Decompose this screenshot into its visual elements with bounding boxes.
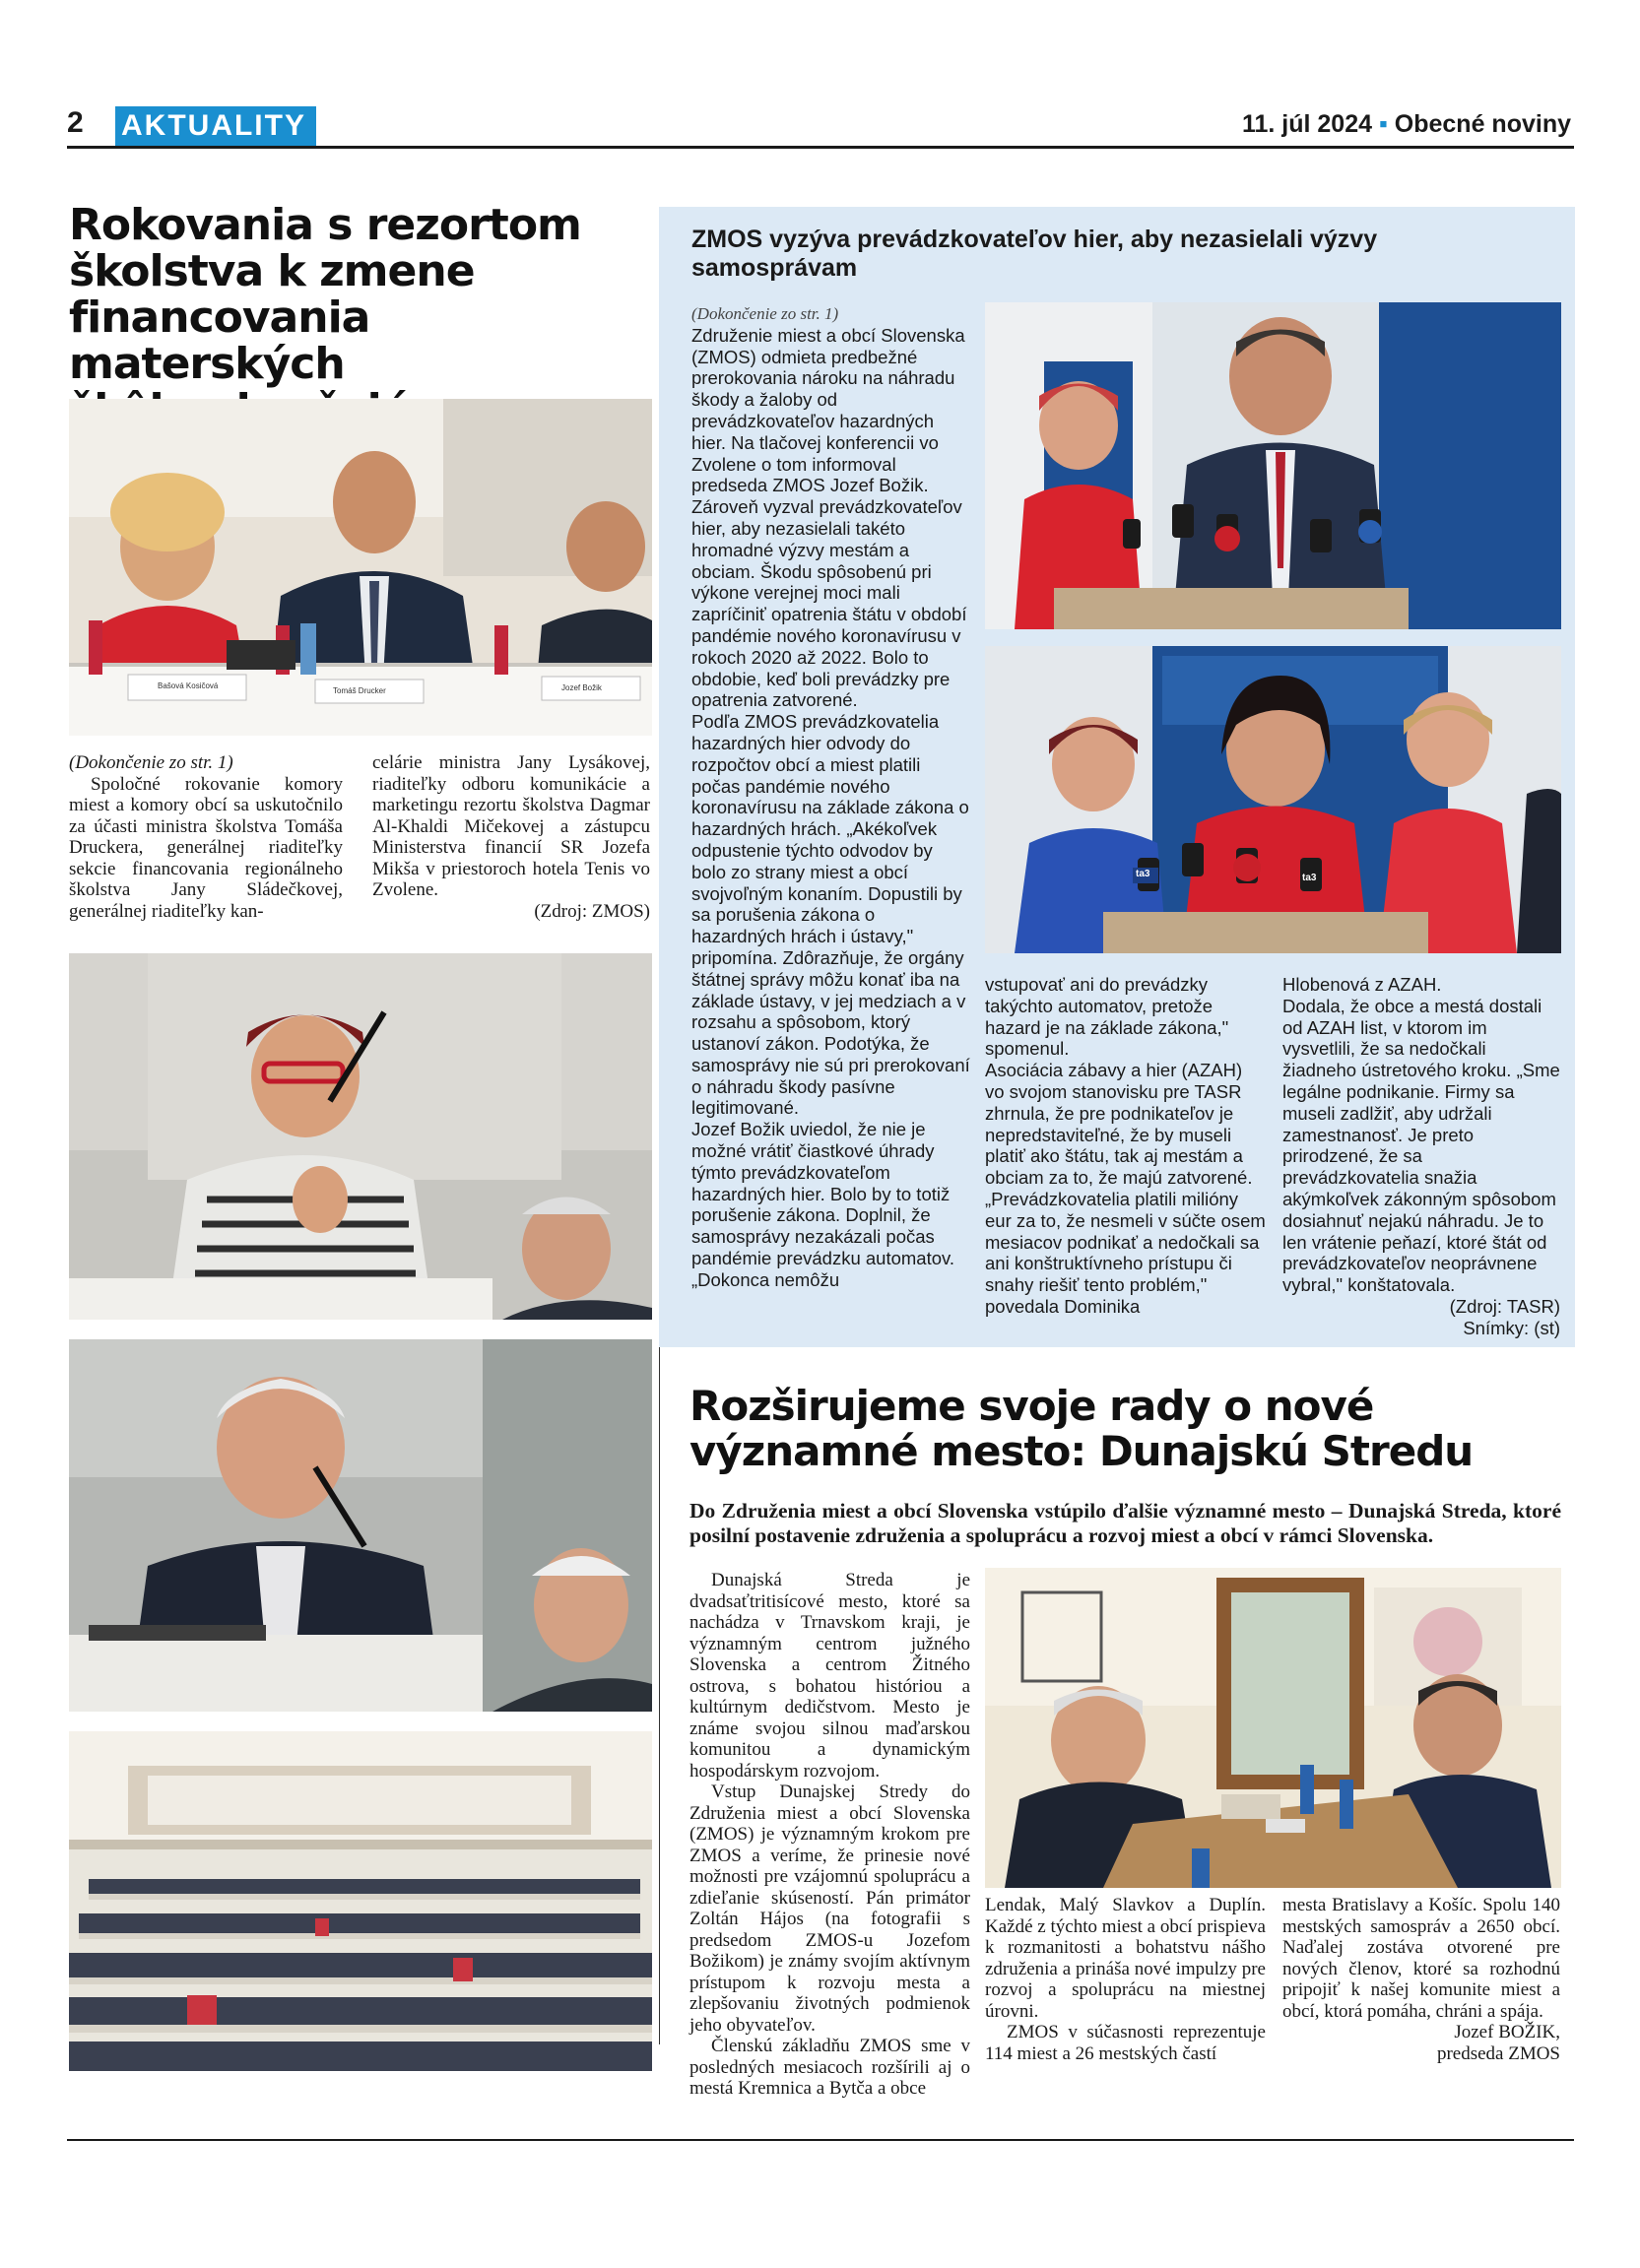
- article2-column-1: [691, 303, 970, 1291]
- publication-name: Obecné noviny: [1394, 110, 1571, 138]
- body-paragraph: celárie ministra Jany Lysákovej, riaditeľky odboru komunikácie a marketingu rezortu školstva Dagmar Al-Khaldi Mičekovej a zástupcu Ministerstva financií SR Jozefa Mikša v priestoroch hotela Tenis vo Zvolene.: [372, 752, 650, 900]
- body-paragraph: Vstup Dunajskej Stredy do Združenia miest a obcí Slovenska (ZMOS) je významným krokom pre ZMOS a veríme, že prinesie nové možnosti pre vzájomnú spoluprácu a zdieľanie skúseností. Pán primátor Zoltán Hájos (na fotografii s predsedom ZMOS-u Jozefom Božikom) je známy svojím aktívnym prístupom k rozvoju mesta a zlepšovaniu životných podmienok jeho obyvateľov.: [689, 1782, 970, 2036]
- photo-mayor-meeting-image: [985, 1568, 1561, 1888]
- headline-line: Rozširujeme svoje rady o nové: [689, 1382, 1374, 1430]
- photo-mayor-meeting: [985, 1568, 1561, 1888]
- headline-line: samosprávam: [691, 254, 858, 282]
- photo-credit: Snímky: (st): [1463, 1317, 1560, 1338]
- separator-square: ▪: [1378, 110, 1388, 138]
- nameplate-label: Bašová Kosičová: [158, 681, 219, 690]
- body-paragraph: Spoločné rokovanie komory miest a komory obcí sa uskutočnilo za účasti ministra školstva Tomáša Druckera, generálnej riaditeľky sekcie financovania regionálneho školstva Jany Sládečkovej, generálnej riaditeľky kan-: [69, 773, 343, 922]
- mic-label: ta3: [1136, 869, 1150, 879]
- issue-date: 11. júl 2024: [1241, 110, 1372, 138]
- article2-column-2: [985, 974, 1266, 1318]
- article3-column-3: [1282, 1895, 1560, 2064]
- body-paragraph: Členskú základňu ZMOS sme v posledných mesiacoch rozšírili aj o mestá Kremnica a Bytča a obce: [689, 2036, 970, 2099]
- body-paragraph: vstupovať ani do prevádzky takýchto automatov, pretože hazard je na základe zákona," spomenul.: [985, 974, 1229, 1060]
- body-paragraph: Asociácia zábavy a hier (AZAH) vo svojom stanovisku pre TASR zhrnula, že pre podnikateľov je nepredstaviteľné, že by museli platiť ako štátu, tak aj mestám a obciam za to, že majú zatvorené. „Prevádzkovatelia platili milióny eur za to, že nesmeli v súčte osem mesiacov podnikať a nedočkali sa ani konštruktívneho prístupu či snahy riešiť tento problém," povedala Dominika: [985, 1060, 1266, 1317]
- photo-jozef-bozik-podium: [985, 302, 1561, 629]
- author-title: predseda ZMOS: [1436, 2042, 1560, 2064]
- article3-column-2: [985, 1895, 1266, 2064]
- page-number: 2: [67, 106, 84, 139]
- source-credit: (Zdroj: ZMOS): [534, 900, 650, 922]
- photo-jozef-bozik-podium-image: [985, 302, 1561, 629]
- lead-in: (Dokončenie zo str. 1): [69, 752, 233, 773]
- body-paragraph: ZMOS v súčasnosti reprezentuje 114 miest a 26 mestských častí: [985, 2022, 1266, 2064]
- article2-headline: [691, 226, 1558, 283]
- author-signature: Jozef BOŽIK,: [1454, 2022, 1560, 2042]
- article3-perex: Do Združenia miest a obcí Slovenska vstúpilo ďalšie významné mesto – Dunajská Streda, ktoré posilní postavenie združenia a spoluprácu a rozvoj miest a obcí v rámci Slovenska.: [689, 1499, 1561, 1547]
- column-divider: [659, 1347, 660, 2044]
- body-paragraph: Dodala, že obce a mestá dostali od AZAH list, v ktorom im vysvetlili, že sa nedočkali žiadneho ústretového kroku. „Sme legálne podnikanie. Firmy sa museli zadlžiť, aby udržali zamestnanosť. Je preto prirodzené, že sa prevádzkovatelia snažia akýmkoľvek zákonným spôsobom dosiahnuť nejakú náhradu. Je to len vrátenie peňazí, ktoré štát od prevádzkovateľov neoprávnene vybral," konštatovala.: [1282, 995, 1560, 1296]
- header-rule: [67, 146, 1574, 149]
- lead-in: (Dokončenie zo str. 1): [691, 304, 839, 323]
- article3-column-1: [689, 1570, 970, 2100]
- body-paragraph: Dunajská Streda je dvadsaťtritisícové mesto, ktoré sa nachádza v Trnavskom kraji, je významným centrom južného Slovenska a centrom Žitného ostrova, s bohatou históriou a kultúrnym dedičstvom. Mesto je známe svojou silnou maďarskou komunitou a dynamickým hospodárskym rozvojom.: [689, 1570, 970, 1782]
- photo-press-conference-women-image: [985, 646, 1561, 953]
- photo-press-conference-women: [985, 646, 1561, 953]
- headline-line: Rokovania s rezortom: [69, 200, 581, 250]
- mic-label: ta3: [1302, 873, 1317, 883]
- headline-line: školstva k zmene: [69, 246, 475, 296]
- section-label: AKTUALITY: [115, 106, 316, 146]
- body-paragraph: Lendak, Malý Slavkov a Duplín. Každé z týchto miest a obcí prispieva k rozmanitosti a bohatstvu nášho združenia a prináša nové impulzy pre rozvoj a spoluprácu na miestnej úrovni.: [985, 1895, 1266, 2022]
- photo-negotiation-table: [69, 399, 652, 736]
- article1-column-2: [372, 752, 650, 922]
- article1-column-1: [69, 752, 343, 922]
- nameplate-label: Jozef Božik: [561, 683, 602, 692]
- photo-man-speaking: [69, 1339, 652, 1712]
- body-paragraph: Podľa ZMOS prevádzkovatelia hazardných hier odvody do rozpočtov obcí a miest platili počas pandémie nového koronavírusu na základe zákona o hazardných hrách. „Akékoľvek odpustenie týchto odvodov by bolo zo strany miest a obcí svojvoľným konaním. Dopustili by sa porušenia zákona o hazardných hrách i ústavy," pripomína. Zdôrazňuje, že orgány štátnej správy môžu konať iba na základe ústavy, v jej medziach a v rozsahu a spôsobom, ktorý ustanoví zákon. Podotýka, že samosprávy nie sú pri prerokovaní o náhradu škody pasívne legitimované.: [691, 711, 970, 1119]
- body-paragraph: Hlobenová z AZAH.: [1282, 974, 1442, 995]
- photo-conference-hall: [69, 1731, 652, 2071]
- photo-man-speaking-image: [69, 1339, 652, 1712]
- body-paragraph: Združenie miest a obcí Slovenska (ZMOS) odmieta predbežné prerokovania nároku na náhradu škody a žaloby od prevádzkovateľov hazardných hier. Na tlačovej konferencii vo Zvolene o tom informoval predseda ZMOS Jozef Božik. Zároveň vyzval prevádzkovateľov hier, aby nezasielali takéto hromadné výzvy mestám a obciam. Škodu spôsobenú pri výkone verejnej moci mali zapríčiniť opatrenia štátu v období pandémie nového koronavírusu v rokoch 2020 až 2022. Bolo to obdobie, keď boli prevádzky pre opatrenia zatvorené.: [691, 324, 967, 711]
- footer-rule: [67, 2139, 1574, 2141]
- body-paragraph: mesta Bratislavy a Košíc. Spolu 140 mestských samospráv a 2650 obcí. Naďalej zostáva otvorené pre nových členov, ktoré sa rozhodnú pripojiť k našej komunite miest a obcí, ktorá pomáha, chráni a spája.: [1282, 1895, 1560, 2022]
- source-credit: (Zdroj: TASR): [1449, 1295, 1560, 1317]
- headline-line: financovania materských: [69, 292, 370, 389]
- headline-line: významné mesto: Dunajskú Stredu: [689, 1427, 1474, 1475]
- nameplate-label: Tomáš Drucker: [333, 686, 386, 695]
- issue-date-publication: [1242, 110, 1571, 139]
- article3-headline: [689, 1384, 1566, 1474]
- article2-column-3: [1282, 974, 1560, 1339]
- photo-woman-speaking: [69, 953, 652, 1320]
- photo-woman-speaking-image: [69, 953, 652, 1320]
- photo-conference-hall-image: [69, 1731, 652, 2071]
- headline-line: ZMOS vyzýva prevádzkovateľov hier, aby nezasielali výzvy: [691, 226, 1378, 253]
- body-paragraph: Jozef Božik uviedol, že nie je možné vrátiť čiastkové úhrady týmto prevádzkovateľom hazardných hier. Bolo by to totiž porušenie zákona. Doplnil, že samosprávy nezakázali počas pandémie prevádzku automatov. „Dokonca nemôžu: [691, 1119, 955, 1290]
